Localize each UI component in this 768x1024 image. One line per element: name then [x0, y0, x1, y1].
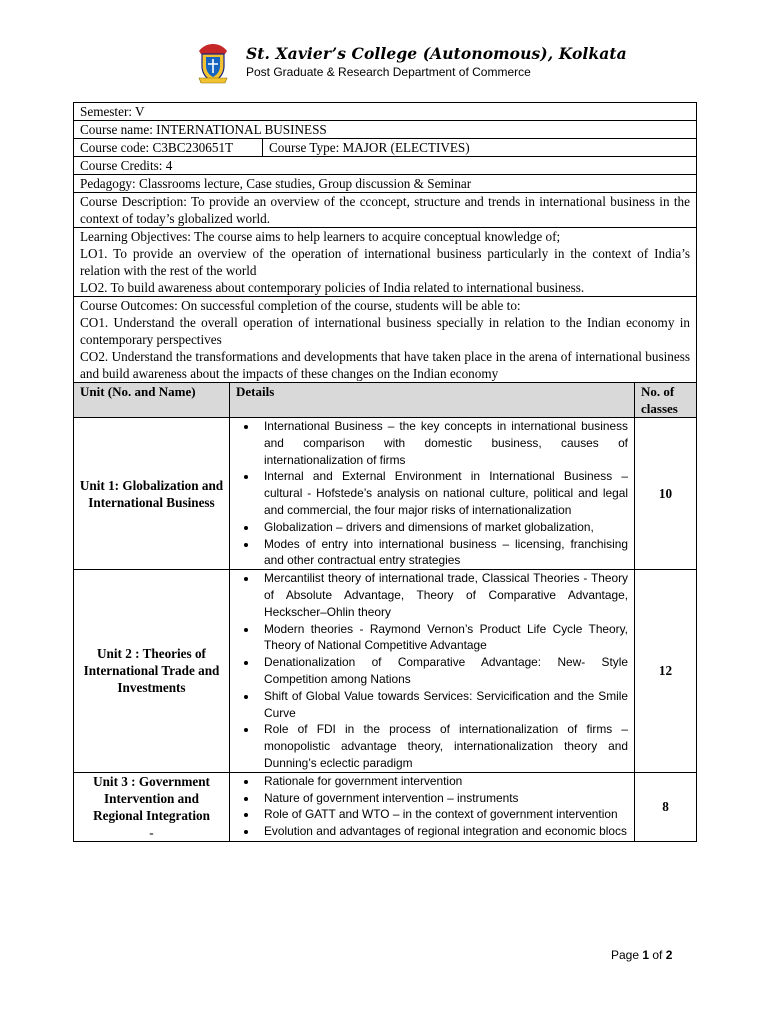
list-item: • Rationale for government intervention — [258, 773, 628, 790]
course-description-row — [74, 193, 697, 228]
list-item: • Shift of Global Value towards Services: Servicification and the Smile Curve — [258, 688, 628, 722]
table-row — [74, 418, 697, 570]
unit-classes: 10 — [635, 418, 697, 570]
unit-classes: 8 — [635, 772, 697, 841]
list-item: • Role of GATT and WTO – in the context of government intervention — [258, 806, 628, 823]
unit-column-header: Unit (No. and Name) — [74, 383, 230, 418]
unit-details — [230, 418, 635, 570]
course-type: Course Type: MAJOR (ELECTIVES) — [269, 140, 470, 155]
unit-classes: 12 — [635, 570, 697, 773]
course-name-row — [74, 121, 697, 139]
list-item: • Globalization – drivers and dimensions of market globalization, — [258, 519, 628, 536]
unit-name-cell — [74, 772, 230, 841]
learning-objectives-heading: Learning Objectives: The course aims to help learners to acquire conceptual knowledge of; — [80, 229, 561, 244]
list-item: • International Business – the key concepts in international business and comparison with domestic business, causes of internationalization of firms — [258, 418, 628, 468]
course-name: Course name: INTERNATIONAL BUSINESS — [74, 121, 697, 139]
list-item: • Mercantilist theory of international trade, Classical Theories - Theory of Absolute Advantage, Theory of Comparative Advantage, Heckscher–Ohlin theory — [258, 570, 628, 620]
unit-name: Unit 3 : Government Intervention and Regional Integration — [93, 773, 210, 823]
list-item: • Modes of entry into international business – licensing, franchising and other contractual entry strategies — [258, 536, 628, 570]
page-number: Page 1 of 2 — [611, 948, 673, 962]
pedagogy-row — [74, 175, 697, 193]
course-description: Course Description: To provide an overview of the cconcept, structure and trends in international business in the context of today’s globalized world. — [74, 193, 697, 228]
learning-objective-lo2: LO2. To build awareness about contemporary policies of India related to international business. — [80, 280, 585, 295]
table-row — [74, 772, 697, 841]
unit-details — [230, 772, 635, 841]
semester: Semester: V — [74, 103, 697, 121]
list-item: • Denationalization of Comparative Advantage: New- Style Competition among Nations — [258, 654, 628, 688]
course-credits-row — [74, 157, 697, 175]
course-syllabus-table — [73, 102, 697, 842]
course-outcomes-row — [74, 297, 697, 383]
college-crest-logo — [194, 42, 232, 84]
table-row — [74, 570, 697, 773]
units-header-row — [74, 383, 697, 418]
unit-details — [230, 570, 635, 773]
course-outcome-co2: CO2. Understand the transformations and developments that have taken place in the arena of international business and build awareness about the impacts of these changes on the Indian economy — [80, 349, 691, 381]
unit-name: Unit 2 : Theories of International Trade and Investments — [74, 570, 230, 773]
learning-objectives-row — [74, 228, 697, 297]
list-item: • Evolution and advantages of regional integration and economic blocs — [258, 823, 628, 840]
pedagogy: Pedagogy: Classrooms lecture, Case studies, Group discussion & Seminar — [74, 175, 697, 193]
semester-row — [74, 103, 697, 121]
course-code-row — [74, 139, 697, 157]
department-name: Post Graduate & Research Department of Commerce — [246, 65, 531, 79]
list-item: • Modern theories - Raymond Vernon’s Product Life Cycle Theory, Theory of National Competitive Advantage — [258, 621, 628, 655]
details-column-header: Details — [230, 383, 635, 418]
course-outcomes-heading: Course Outcomes: On successful completion of the course, students will be able to: — [80, 298, 521, 313]
classes-column-header: No. of classes — [635, 383, 697, 418]
college-name: St. Xavier’s College (Autonomous), Kolkata — [246, 44, 627, 63]
list-item: • Internal and External Environment in International Business – cultural - Hofstede’s analysis on national culture, political and legal and commercial, the four major risks of internationalization — [258, 468, 628, 518]
course-code: Course code: C3BC230651T — [74, 139, 263, 156]
list-item: • Role of FDI in the process of internationalization of firms – monopolistic advantage theory, internationalization theory and Dunning’s eclectic paradigm — [258, 721, 628, 771]
course-credits: Course Credits: 4 — [74, 157, 697, 175]
unit-name: Unit 1: Globalization and International Business — [74, 418, 230, 570]
course-outcome-co1: CO1. Understand the overall operation of international business specially in relation to the Indian economy in contemporary perspectives — [80, 315, 691, 347]
list-item: • Nature of government intervention – instruments — [258, 790, 628, 807]
unit-name-suffix: - — [149, 824, 154, 840]
learning-objective-lo1: LO1. To provide an overview of the operation of international business particularly in the context of India’s relation with the rest of the world — [80, 246, 691, 278]
